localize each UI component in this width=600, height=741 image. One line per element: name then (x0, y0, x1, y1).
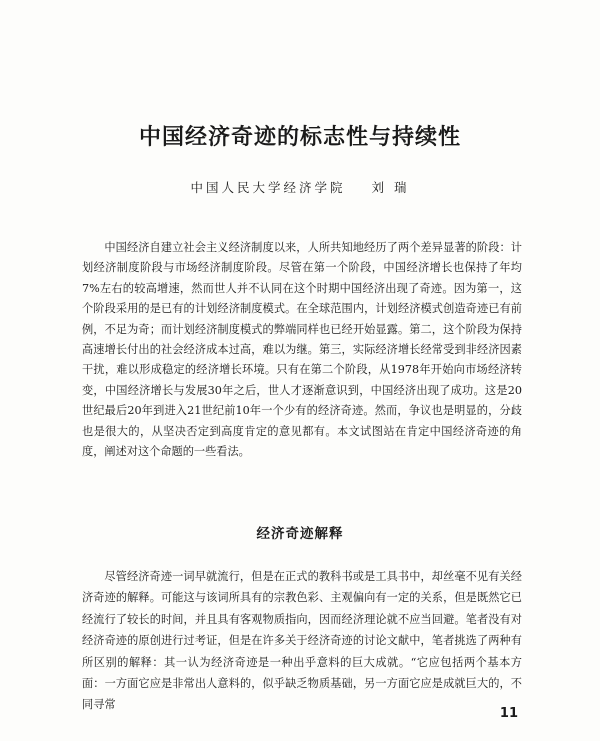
abstract-paragraph: 中国经济自建立社会主义经济制度以来，人所共知地经历了两个差异显著的阶段：计划经济制度阶段与市场经济制度阶段。尽管在第一个阶段，中国经济增长也保持了年均7%左右的较高增速，然而世人并不认同在这个时期中国经济出现了奇迹。因为第一，这个阶段采用的是已有的计划经济制度模式。在全球范围内，计划经济模式创造奇迹已有前例，不足为奇；而计划经济制度模式的弊端同样也已经开始显露。第二，这个阶段为保持高速增长付出的社会经济成本过高，难以为继。第三，实际经济增长经常受到非经济因素干扰，难以形成稳定的经济增长环境。只有在第二个阶段，从1978年开始向市场经济转变，中国经济增长与发展30年之后，世人才逐渐意识到，中国经济出现了成功。这是20世纪最后20年到进入21世纪前10年一个少有的经济奇迹。然而，争议也是明显的，分歧也是很大的，从坚决否定到高度肯定的意见都有。本文试图站在肯定中国经济奇迹的角度，阐述对这个命题的一些看法。 (82, 241, 522, 459)
abstract (82, 238, 522, 462)
section-heading: 经济奇迹解释 (256, 526, 344, 542)
article-title: 中国经济奇迹的标志性与持续性 (138, 125, 461, 150)
section-body (82, 566, 522, 716)
author-affiliation: 中国人民大学经济学院 (190, 180, 346, 195)
author-name: 刘 瑞 (371, 180, 410, 195)
page-number: 11 (499, 706, 518, 721)
byline (0, 178, 600, 196)
body-paragraph: 尽管经济奇迹一词早就流行，但是在正式的教科书或是工具书中，却丝毫不见有关经济奇迹的解释。可能这与该词所具有的宗教色彩、主观偏向有一定的关系，但是既然它已经流行了较长的时间，并且具有客观物质指向，因而经济理论就不应当回避。笔者没有对经济奇迹的原创进行过考证，但是在许多关于经济奇迹的讨论文献中，笔者挑选了两种有所区别的解释：其一认为经济奇迹是一种出乎意料的巨大成就。“它应包括两个基本方面：一方面它应是非常出人意料的，似乎缺乏物质基础，另一方面它应是成就巨大的，不同寻常 (82, 570, 522, 712)
